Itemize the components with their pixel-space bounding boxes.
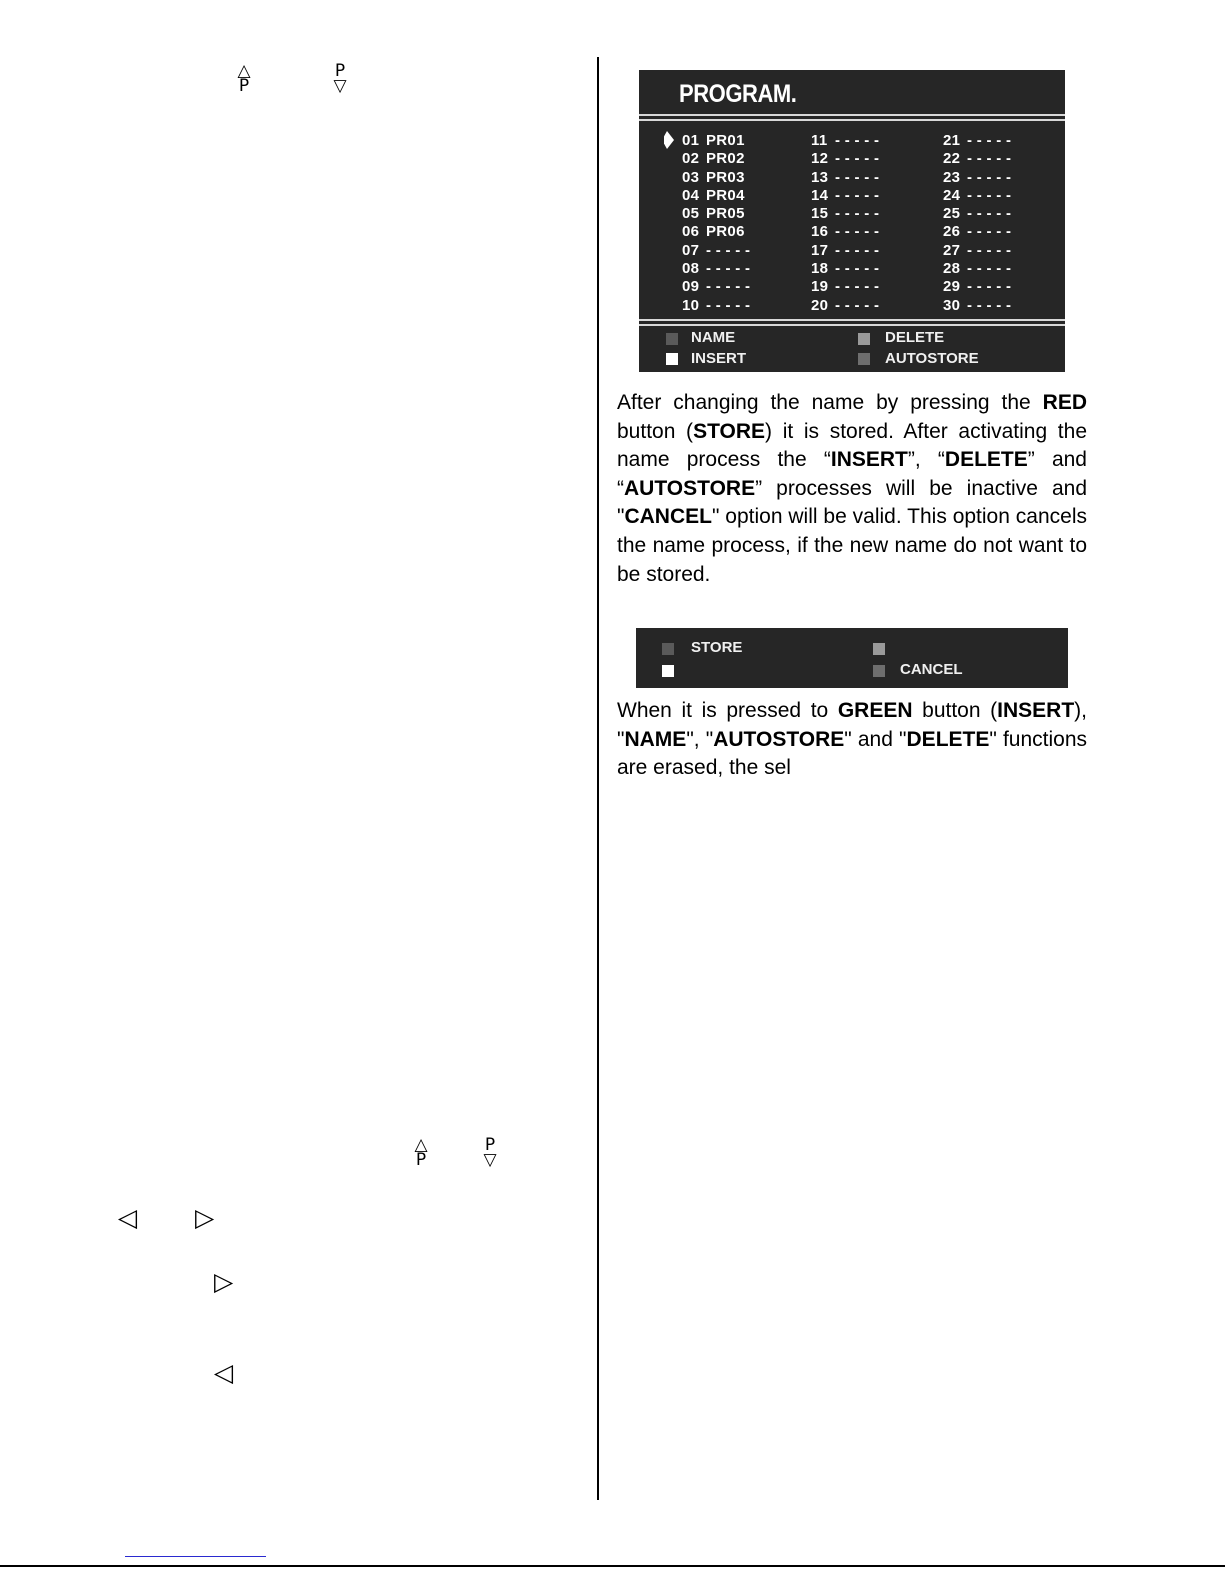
autostore-key-label: AUTOSTORE (885, 350, 979, 367)
program-name: - - - - - (835, 241, 880, 259)
program-name: - - - - - (967, 186, 1012, 204)
program-row (811, 242, 879, 260)
program-menu-title: PROGRAM. (679, 80, 797, 108)
program-name: - - - - - (967, 150, 1012, 168)
program-number: 05 (682, 205, 700, 223)
program-column (682, 132, 750, 315)
program-name: - - - - - (967, 241, 1012, 259)
program-name: - - - - - (706, 241, 751, 259)
program-number: 02 (682, 150, 700, 168)
program-row (943, 205, 1011, 223)
divider (639, 119, 1065, 121)
program-number: 12 (811, 150, 829, 168)
program-number: 20 (811, 296, 829, 314)
program-name: PR06 (706, 223, 745, 241)
program-number: 30 (943, 296, 961, 314)
program-name: - - - - - (967, 205, 1012, 223)
program-number: 11 (811, 132, 828, 149)
program-name: PR01 (706, 132, 745, 149)
program-name: - - - - - (967, 278, 1012, 296)
program-row (682, 297, 750, 315)
program-row (682, 169, 750, 187)
program-row (811, 169, 879, 187)
program-number: 08 (682, 260, 700, 278)
program-row (811, 278, 879, 296)
footer-link-underline (125, 1556, 266, 1557)
red-key-icon (666, 333, 678, 345)
program-row (811, 150, 879, 168)
program-row (811, 260, 879, 278)
p-down-symbol: P ▽ (483, 1135, 497, 1170)
program-name: - - - - - (835, 278, 880, 296)
program-name: - - - - - (835, 132, 880, 149)
program-row (682, 242, 750, 260)
program-name: PR02 (706, 150, 745, 168)
program-row (943, 242, 1011, 260)
program-number: 15 (811, 205, 829, 223)
program-name: - - - - - (967, 132, 1012, 149)
program-number: 06 (682, 223, 700, 241)
store-cancel-bar (636, 628, 1068, 688)
name-store-paragraph: After changing the name by pressing the RED button (STORE) it is stored. After activating the name process the “INSERT”, “DELETE” and “AUTOSTORE” processes will be inactive and "CANCEL" option will be valid. This option cancels the name process, if the new name do not want to be stored. (617, 391, 1088, 586)
yellow-key-icon (858, 333, 870, 345)
program-number: 13 (811, 168, 829, 186)
blue-key-icon (858, 353, 870, 365)
store-key-label: STORE (691, 639, 743, 656)
program-row (682, 223, 750, 241)
program-row (943, 297, 1011, 315)
program-row (682, 150, 750, 168)
page-bottom-rule (0, 1565, 1225, 1567)
name-key-label: NAME (691, 329, 736, 346)
program-number: 07 (682, 241, 700, 259)
program-number: 17 (811, 241, 829, 259)
right-arrow-icon: ▷ (214, 1267, 234, 1296)
program-column (811, 132, 879, 315)
delete-key-label: DELETE (885, 329, 945, 346)
program-row (811, 205, 879, 223)
program-row (811, 132, 879, 150)
program-name: PR04 (706, 186, 745, 204)
program-number: 25 (943, 205, 961, 223)
program-row (943, 132, 1011, 150)
program-number: 28 (943, 260, 961, 278)
yellow-key-icon (873, 643, 885, 655)
program-row (943, 187, 1011, 205)
blue-key-icon (873, 665, 885, 677)
program-row (682, 187, 750, 205)
green-key-icon (662, 665, 674, 677)
program-row (682, 132, 750, 150)
program-number: 27 (943, 241, 961, 259)
right-arrow-icon: ▷ (195, 1203, 215, 1232)
program-name: - - - - - (835, 205, 880, 223)
divider (639, 324, 1065, 326)
program-row (682, 278, 750, 296)
program-row (682, 260, 750, 278)
program-row (682, 205, 750, 223)
program-name: - - - - - (835, 150, 880, 168)
program-name: PR03 (706, 168, 745, 186)
program-number: 24 (943, 186, 961, 204)
cancel-key-label: CANCEL (900, 661, 963, 678)
divider (639, 114, 1065, 116)
program-name: - - - - - (835, 168, 880, 186)
program-name: PR05 (706, 205, 745, 223)
program-menu-screen (639, 70, 1065, 372)
program-name: - - - - - (706, 260, 751, 278)
program-number: 19 (811, 278, 829, 296)
p-up-symbol: △ P (414, 1135, 428, 1170)
program-column (943, 132, 1011, 315)
program-name: - - - - - (967, 223, 1012, 241)
selection-cursor-icon (664, 131, 674, 149)
program-name: - - - - - (835, 260, 880, 278)
program-number: 21 (943, 132, 961, 149)
column-divider (597, 57, 599, 1500)
program-name: - - - - - (835, 186, 880, 204)
program-number: 29 (943, 278, 961, 296)
program-name: - - - - - (835, 296, 880, 314)
program-name: - - - - - (706, 296, 751, 314)
program-number: 23 (943, 168, 961, 186)
program-row (811, 187, 879, 205)
red-key-icon (662, 643, 674, 655)
program-row (943, 260, 1011, 278)
program-row (943, 278, 1011, 296)
program-number: 04 (682, 186, 700, 204)
p-down-symbol: P ▽ (333, 61, 347, 96)
program-row (943, 223, 1011, 241)
program-name: - - - - - (967, 260, 1012, 278)
program-name: - - - - - (967, 296, 1012, 314)
program-name: - - - - - (835, 223, 880, 241)
program-number: 16 (811, 223, 829, 241)
program-number: 26 (943, 223, 961, 241)
program-row (811, 223, 879, 241)
insert-key-label: INSERT (691, 350, 747, 367)
program-number: 01 (682, 132, 700, 149)
program-number: 03 (682, 168, 700, 186)
program-number: 14 (811, 186, 829, 204)
divider (639, 319, 1065, 321)
program-number: 10 (682, 296, 700, 314)
program-row (943, 169, 1011, 187)
program-name: - - - - - (706, 278, 751, 296)
program-row (943, 150, 1011, 168)
program-number: 09 (682, 278, 700, 296)
program-number: 18 (811, 260, 829, 278)
left-arrow-icon: ◁ (118, 1203, 138, 1232)
left-arrow-icon: ◁ (214, 1358, 234, 1387)
program-number: 22 (943, 150, 961, 168)
insert-paragraph: When it is pressed to GREEN button (INSERT), "NAME", "AUTOSTORE" and "DELETE" functions are erased, the sel (617, 699, 1088, 780)
program-row (811, 297, 879, 315)
green-key-icon (666, 353, 678, 365)
program-name: - - - - - (967, 168, 1012, 186)
p-up-symbol: △ P (237, 61, 251, 96)
